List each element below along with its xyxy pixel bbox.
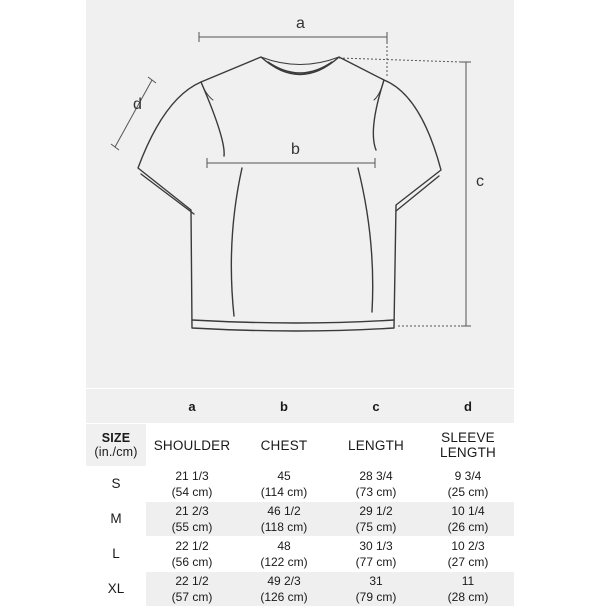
measurement-cm: (118 cm) xyxy=(238,519,330,535)
measurement-cm: (55 cm) xyxy=(146,519,238,535)
tshirt-diagram-panel xyxy=(86,0,514,388)
letter-cell: a xyxy=(146,389,238,424)
measurement-cell xyxy=(146,467,238,502)
measurement-cell xyxy=(146,572,238,606)
measurement-cm: (75 cm) xyxy=(330,519,422,535)
measurement-cell xyxy=(330,537,422,572)
sleeve-hem-left xyxy=(141,174,194,214)
measurement-inches: 22 1/2 xyxy=(146,538,238,554)
measurement-cell xyxy=(238,537,330,572)
measurement-inches: 21 1/3 xyxy=(146,468,238,484)
tshirt-seam-right xyxy=(373,80,384,150)
measurement-inches: 11 xyxy=(422,573,514,589)
tshirt-diagram xyxy=(86,0,514,388)
measurement-cm: (79 cm) xyxy=(330,589,422,605)
measurement-cm: (28 cm) xyxy=(422,589,514,605)
dim-label-a: a xyxy=(296,15,305,33)
dim-label-c: c xyxy=(476,173,484,191)
measurement-cm: (27 cm) xyxy=(422,554,514,570)
sleeve-hem-right xyxy=(396,176,439,211)
dim-label-b: b xyxy=(291,141,300,159)
measurement-cell xyxy=(238,467,330,502)
measurement-cm: (26 cm) xyxy=(422,519,514,535)
measurement-cm: (73 cm) xyxy=(330,484,422,500)
measurement-cell xyxy=(238,572,330,606)
measurement-cm: (54 cm) xyxy=(146,484,238,500)
size-cell: L xyxy=(86,537,146,572)
tshirt-seam-left xyxy=(201,82,224,156)
measurement-cm: (122 cm) xyxy=(238,554,330,570)
measurement-cm: (114 cm) xyxy=(238,484,330,500)
measurement-inches: 9 3/4 xyxy=(422,468,514,484)
letter-cell: d xyxy=(422,389,514,424)
measurement-cell xyxy=(422,467,514,502)
measurement-inches: 22 1/2 xyxy=(146,573,238,589)
tshirt-collar-inner xyxy=(268,62,332,73)
measurement-cm: (57 cm) xyxy=(146,589,238,605)
letter-cell: c xyxy=(330,389,422,424)
measurement-cell xyxy=(422,537,514,572)
table-row xyxy=(86,537,514,572)
bottom-hem xyxy=(192,320,394,323)
measurement-cm: (77 cm) xyxy=(330,554,422,570)
size-chart-table xyxy=(86,388,514,606)
measurement-inches: 49 2/3 xyxy=(238,573,330,589)
measurement-inches: 46 1/2 xyxy=(238,503,330,519)
measurement-inches: 10 2/3 xyxy=(422,538,514,554)
table-header-row xyxy=(86,424,514,467)
tshirt-collar-outer xyxy=(261,57,339,65)
measurement-cell xyxy=(422,502,514,537)
letter-cell: b xyxy=(238,389,330,424)
size-cell: S xyxy=(86,467,146,502)
size-header-unit: (in./cm) xyxy=(94,445,137,459)
measurement-cell xyxy=(330,467,422,502)
measurement-inches: 48 xyxy=(238,538,330,554)
letter-cell xyxy=(86,389,146,424)
measurement-inches: 45 xyxy=(238,468,330,484)
measurement-cm: (126 cm) xyxy=(238,589,330,605)
measurement-inches: 10 1/4 xyxy=(422,503,514,519)
measurement-inches: 31 xyxy=(330,573,422,589)
measurement-cm: (56 cm) xyxy=(146,554,238,570)
measurement-cm: (25 cm) xyxy=(422,484,514,500)
measurement-cell xyxy=(238,502,330,537)
measurement-cell xyxy=(330,572,422,606)
header-length: LENGTH xyxy=(330,424,422,467)
side-curve-left xyxy=(231,168,242,316)
side-curve-right xyxy=(358,168,373,312)
measurement-cell xyxy=(330,502,422,537)
size-header xyxy=(86,424,146,467)
header-sleeve-length: SLEEVE LENGTH xyxy=(422,424,514,467)
measurement-inches: 21 2/3 xyxy=(146,503,238,519)
header-chest: CHEST xyxy=(238,424,330,467)
header-shoulder: SHOULDER xyxy=(146,424,238,467)
measurement-inches: 29 1/2 xyxy=(330,503,422,519)
measurement-cell xyxy=(422,572,514,606)
size-cell: XL xyxy=(86,572,146,606)
measurement-inches: 30 1/3 xyxy=(330,538,422,554)
table-letter-row xyxy=(86,389,514,424)
measurement-cell xyxy=(146,537,238,572)
measurement-cell xyxy=(146,502,238,537)
measurement-inches: 28 3/4 xyxy=(330,468,422,484)
size-cell: M xyxy=(86,502,146,537)
table-row xyxy=(86,467,514,502)
size-header-title: SIZE xyxy=(86,431,146,445)
table-row xyxy=(86,502,514,537)
table-row xyxy=(86,572,514,606)
tshirt-outline xyxy=(138,57,441,331)
dim-label-d: d xyxy=(133,96,142,114)
